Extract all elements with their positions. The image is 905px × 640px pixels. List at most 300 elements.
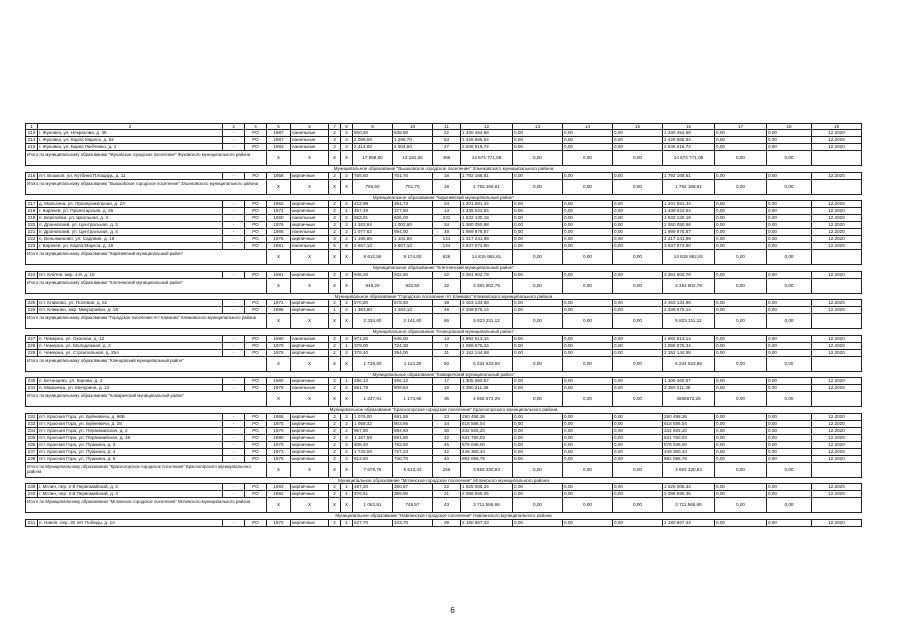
cell-c16: 618 586,04 [663,420,715,427]
subtotal-cell-c13: 0,00 [513,498,563,513]
cell-c16: 2 360 050,98 [663,222,715,229]
cell-c15: 0,00 [613,229,663,236]
cell-c12: 2 317 241,99 [461,236,513,243]
cell-c13: 0,00 [513,243,563,250]
cell-c19: 12.2020 [812,172,862,179]
subtotal-cell-c14: 0,00 [563,250,613,265]
cell-c9: 813,50 [353,455,393,462]
cell-c6: кирпичные [291,378,329,385]
cell-c18: 0,00 [767,137,812,144]
cell-c11: 48 [433,307,461,314]
cell-c14: 0,00 [563,222,613,229]
cell-c11: 22 [433,484,461,491]
cell-c18: 0,00 [767,455,812,462]
cell-c5: 1981 [267,243,291,250]
cell-c4: РО [245,172,267,179]
cell-c18: 0,00 [767,300,812,307]
cell-c10: 2 504,50 [393,144,433,151]
subtotal-cell-c16: 14 815 962,61 [663,250,715,265]
cell-c5: 1958 [267,172,291,179]
cell-c18: 0,00 [767,413,812,420]
cell-n: 216 [26,172,38,179]
cell-c19: 12.2020 [812,300,862,307]
cell-c17: 0,00 [715,427,767,434]
cell-n: 215 [26,144,38,151]
cell-c9: 378,40 [353,349,393,356]
subtotal-cell-c6: X [291,151,329,166]
subtotal-cell-c7: X [329,392,341,407]
cell-c7: 2 [329,491,341,498]
subtotal-cell-c16: 5 823 311,12 [663,314,715,329]
cell-c3: - [223,229,245,236]
subtotal-cell-c15: 0,00 [613,498,663,513]
subtotal-cell-c5: X [267,314,291,329]
cell-c18: 0,00 [767,484,812,491]
cell-c3: - [223,519,245,526]
cell-c17: 0,00 [715,342,767,349]
cell-c7: 2 [329,271,341,278]
cell-addr: п. Чемерна, ул. Окопная, д. 12 [38,335,223,342]
cell-c15: 0,00 [613,236,663,243]
subtotal-cell-c5: X [267,356,291,371]
cell-c17: 0,00 [715,413,767,420]
subtotal-cell-c18: 0,00 [767,356,812,371]
subtotal-cell-c15: 0,00 [613,462,663,477]
cell-c4: РО [245,342,267,349]
cell-c10: 1 263,10 [393,307,433,314]
cell-addr: г. Жуковка, ул. Карла Маркса, д. 82 [38,137,223,144]
cell-c3: - [223,342,245,349]
cell-c6: кирпичные [291,484,329,491]
section-heading: Муниципальное образование "Вышковское городское поселение" Злынковского муниципального района [26,166,862,173]
cell-c5: 1960 [267,378,291,385]
table-row [26,519,862,526]
cell-c4: РО [245,236,267,243]
cell-c15: 0,00 [613,349,663,356]
cell-c17: 0,00 [715,448,767,455]
cell-c9: 755,50 [353,172,393,179]
cell-c7: 3 [329,236,341,243]
cell-n: 227 [26,335,38,342]
subtotal-cell-c10: 1 114,30 [393,356,433,371]
cell-c5: 1980 [267,335,291,342]
cell-n: 214 [26,137,38,144]
cell-c13: 0,00 [513,229,563,236]
cell-c14: 0,00 [563,201,613,208]
cell-c6: панельные [291,130,329,137]
subtotal-label: Итого по муниципальному образованию "Клинцовский муниципальный район" [26,356,267,371]
cell-c13: 0,00 [513,335,563,342]
column-number-cell: 7 [329,124,341,130]
cell-c17: 0,00 [715,172,767,179]
cell-c9: 1 740,00 [353,448,393,455]
cell-c8: 1 [341,208,353,215]
subtotal-cell-c9: 7 678,78 [353,462,393,477]
cell-c7: 5 [329,243,341,250]
cell-c16: 2 317 241,99 [663,236,715,243]
cell-c6: кирпичные [291,441,329,448]
subtotal-cell-c8: X [341,179,353,194]
cell-c19: 12.2020 [812,434,862,441]
subtotal-cell-c12: 5 823 311,12 [461,314,513,329]
cell-c8: 1 [341,342,353,349]
column-number-cell: 6 [291,124,329,130]
cell-c18: 0,00 [767,349,812,356]
table-row [26,420,862,427]
cell-c14: 0,00 [563,243,613,250]
subtotal-cell-c12: 4 655 572,26 [461,392,513,407]
cell-c7: 3 [329,137,341,144]
column-number-cell: 11 [433,124,461,130]
cell-c19: 12.2020 [812,215,862,222]
subtotal-label: Итого по муниципальному образованию "Комаричский муниципальный район" [26,392,267,407]
cell-c19: 12.2020 [812,335,862,342]
subtotal-cell-c16: 3 693 330,83 [663,462,715,477]
cell-c13: 0,00 [513,519,563,526]
subtotal-label: Итого по муниципальному образованию "Карачевский муниципальный район" [26,250,267,265]
cell-c10: 1 296,70 [393,137,433,144]
table-row [26,484,862,491]
subtotal-cell-c16: 3 711 565,69 [663,498,715,513]
cell-n: 234 [26,427,38,434]
column-number-cell: 14 [563,124,613,130]
cell-c17: 0,00 [715,229,767,236]
subtotal-cell-c14: 0,00 [563,356,613,371]
cell-c4: РО [245,420,267,427]
cell-c12: 2 180 667,43 [461,519,513,526]
cell-c4: РО [245,335,267,342]
cell-c6: панельные [291,215,329,222]
section-heading: Муниципальное образование "Клинцовский муниципальный район" [26,329,862,336]
cell-c8: 2 [341,172,353,179]
subtotal-cell-c13: 0,00 [513,278,563,293]
cell-c15: 0,00 [613,484,663,491]
cell-c9: 379,00 [353,342,393,349]
cell-n: 219 [26,215,38,222]
subtotal-cell-c10: 701,70 [393,179,433,194]
cell-c10: 389,90 [393,491,433,498]
cell-c14: 0,00 [563,427,613,434]
cell-c13: 0,00 [513,491,563,498]
cell-n: 225 [26,300,38,307]
table-row [26,236,862,243]
cell-c13: 0,00 [513,413,563,420]
cell-c8: 2 [341,349,353,356]
subtotal-row [26,278,862,293]
cell-c3: - [223,427,245,434]
cell-c6: кирпичные [291,349,329,356]
subtotal-cell-c9: 1 063,81 [353,498,393,513]
subtotal-cell-empty [812,392,862,407]
cell-c19: 12.2020 [812,144,862,151]
cell-c16: 1 305 360,57 [663,378,715,385]
cell-c7: 2 [329,455,341,462]
cell-c9: 971,20 [353,335,393,342]
cell-c17: 0,00 [715,201,767,208]
cell-c8: 3 [341,137,353,144]
cell-c3: - [223,137,245,144]
subtotal-cell-c16: 3 381 902,78 [663,278,715,293]
column-number-cell: 8 [341,124,353,130]
cell-c3: - [223,144,245,151]
cell-c18: 0,00 [767,434,812,441]
cell-c8: 2 [341,300,353,307]
cell-n: 231 [26,385,38,392]
cell-c9: 948,20 [353,271,393,278]
cell-c4: РО [245,413,267,420]
cell-c11: 42 [433,448,461,455]
subtotal-cell-c7: X [329,151,341,166]
cell-c3: - [223,215,245,222]
cell-c7: 2 [329,385,341,392]
subtotal-cell-c18: 0,00 [767,179,812,194]
cell-c3: - [223,300,245,307]
subtotal-cell-c17: 0,00 [715,356,767,371]
cell-c8: 2 [341,434,353,441]
subtotal-cell-c12: 3 711 565,69 [461,498,513,513]
cell-c12: 578 049,00 [461,441,513,448]
cell-c3: - [223,378,245,385]
cell-c17: 0,00 [715,491,767,498]
cell-c13: 0,00 [513,271,563,278]
subtotal-cell-c6: X [291,179,329,194]
cell-c19: 12.2020 [812,413,862,420]
subtotal-row [26,498,862,513]
cell-c13: 0,00 [513,420,563,427]
cell-c8: 2 [341,236,353,243]
cell-c17: 0,00 [715,307,767,314]
column-number-cell: 4 [245,124,267,130]
cell-c7: 2 [329,519,341,526]
cell-c9: 961,79 [353,385,393,392]
document-sheet [25,123,851,527]
cell-c6: кирпичные [291,342,329,349]
subtotal-cell-c12: 1 792 168,61 [461,179,513,194]
subtotal-cell-c18: 0,00 [767,250,812,265]
cell-c11: 40 [433,455,461,462]
cell-c10: 1 102,80 [393,236,433,243]
cell-c14: 0,00 [563,413,613,420]
cell-c8: 3 [341,271,353,278]
table-row [26,455,862,462]
cell-c6: панельные [291,385,329,392]
subtotal-cell-c5: X [267,250,291,265]
subtotal-row [26,356,862,371]
cell-c8: 1 [341,491,353,498]
subtotal-cell-c12: 14 674 771,08 [461,151,513,166]
cell-addr: пгт. Красная Гора, ул. Буйневича, д. 66Б [38,413,223,420]
column-number-cell: 5 [267,124,291,130]
cell-c7: 2 [329,335,341,342]
cell-c13: 0,00 [513,307,563,314]
cell-c9: 860,60 [353,130,393,137]
cell-c10: 360,67 [393,484,433,491]
cell-c13: 0,00 [513,455,563,462]
cell-c17: 0,00 [715,300,767,307]
section-heading: Муниципальное образование "Городское поселение пгт Климово" Климовского муниципального района [26,293,862,300]
cell-c5: 1962 [267,201,291,208]
cell-c9: 1 077,62 [353,229,393,236]
column-number-cell: 9 [353,124,393,130]
cell-c19: 12.2020 [812,349,862,356]
cell-c8: 1 [341,519,353,526]
cell-c14: 0,00 [563,229,613,236]
cell-c3: - [223,491,245,498]
cell-c16: 3 837 073,80 [663,243,715,250]
cell-c6: кирпичные [291,208,329,215]
cell-c6: кирпичные [291,222,329,229]
cell-c5: 1987 [267,130,291,137]
subtotal-cell-c15: 0,00 [613,250,663,265]
cell-c19: 12.2020 [812,420,862,427]
cell-c6: кирпичные [291,271,329,278]
cell-c3: - [223,420,245,427]
cell-c12: 3 381 902,78 [461,271,513,278]
cell-c19: 12.2020 [812,342,862,349]
cell-c19: 12.2020 [812,441,862,448]
cell-c18: 0,00 [767,130,812,137]
cell-addr: пгт. Вышков, ул. Кутбина Площадь, д. 11 [38,172,223,179]
cell-c16: 3 381 902,78 [663,271,715,278]
cell-c18: 0,00 [767,236,812,243]
cell-c7: 2 [329,229,341,236]
subtotal-cell-c17: 0,00 [715,250,767,265]
subtotal-cell-c8: X [341,356,353,371]
cell-c5: 1982 [267,491,291,498]
cell-c10: 377,80 [393,208,433,215]
subtotal-cell-c18: 0,00 [767,151,812,166]
cell-c18: 0,00 [767,271,812,278]
cell-c16: 2 426 665,64 [663,137,715,144]
cell-c9: 1 076,00 [353,413,393,420]
subtotal-cell-c8: X [341,462,353,477]
cell-c5: 1975 [267,236,291,243]
subtotal-cell-c15: 0,00 [613,278,663,293]
cell-c11: 17 [433,378,461,385]
subtotal-label: Итого по Муниципальному образованию "Мглинское городское поселение" Мглинского муниципального района [26,498,267,513]
subtotal-cell-empty [812,356,862,371]
cell-c4: РО [245,448,267,455]
cell-c16: 290 498,36 [663,413,715,420]
cell-c3: - [223,349,245,356]
subtotal-cell-c7: X [329,250,341,265]
subtotal-cell-c13: 0,00 [513,356,563,371]
cell-c12: 531 760,03 [461,434,513,441]
cell-c5: 1976 [267,222,291,229]
cell-c3: - [223,208,245,215]
cell-c5: 1976 [267,385,291,392]
column-number-cell: 19 [812,124,862,130]
cell-n: 241 [26,519,38,526]
cell-c4: РО [245,378,267,385]
cell-c14: 0,00 [563,342,613,349]
cell-c16: 3 463 134,98 [663,300,715,307]
cell-c9: 1 163,84 [353,222,393,229]
cell-c12: 290 498,36 [461,413,513,420]
cell-c7: 2 [329,484,341,491]
subtotal-cell-c11: 32 [433,278,461,293]
cell-c16: 2 086 555,35 [663,491,715,498]
cell-c9: 1 195,86 [353,236,393,243]
cell-c15: 0,00 [613,378,663,385]
cell-c6: панельные [291,229,329,236]
cell-c6: панельные [291,335,329,342]
table-row [26,378,862,385]
cell-c19: 12.2020 [812,201,862,208]
cell-c10: 606,00 [393,215,433,222]
subtotal-cell-c8: X [341,278,353,293]
cell-c15: 0,00 [613,455,663,462]
cell-c4: РО [245,491,267,498]
cell-c18: 0,00 [767,229,812,236]
cell-c12: 882 056,76 [461,455,513,462]
subtotal-cell-c17: 0,00 [715,392,767,407]
cell-addr: г. Карачев, ул. Пролетарская, д. 26 [38,208,223,215]
subtotal-cell-c18: 0,00 [767,462,812,477]
cell-c12: 2 152 144,68 [461,349,513,356]
cell-c3: - [223,441,245,448]
subtotal-cell-c14: 0,00 [563,498,613,513]
cell-c16: 449 360,44 [663,448,715,455]
cell-c11: 45 [433,441,461,448]
subtotal-cell-c6: X [291,278,329,293]
cell-c18: 0,00 [767,215,812,222]
cell-c5: 1975 [267,420,291,427]
cell-c3: - [223,455,245,462]
subtotal-cell-c5: X [267,151,291,166]
cell-n: 233 [26,420,38,427]
cell-c16: 2 536 916,72 [663,144,715,151]
cell-c7: 1 [329,307,341,314]
cell-c12: 1 625 006,34 [461,484,513,491]
cell-n: 235 [26,434,38,441]
cell-c16: 531 760,03 [663,434,715,441]
cell-c10: 909,84 [393,385,433,392]
cell-c6: панельные [291,243,329,250]
cell-c13: 0,00 [513,144,563,151]
cell-c3: - [223,484,245,491]
cell-c17: 0,00 [715,243,767,250]
cell-addr: п. Навля, пер. 30 лет Победы, д. 1А [38,519,223,526]
cell-c12: 1 792 168,61 [461,172,513,179]
subtotal-cell-c10: 2 141,60 [393,314,433,329]
column-number-cell: 13 [513,124,563,130]
subtotal-cell-c16: 14 674 771,08 [663,151,715,166]
cell-c11: 30 [433,427,461,434]
table-row [26,130,862,137]
cell-c15: 0,00 [613,172,663,179]
cell-c4: РО [245,243,267,250]
subtotal-cell-c18: 0,00 [767,278,812,293]
cell-c8: 2 [341,413,353,420]
cell-c18: 0,00 [767,441,812,448]
cell-n: 237 [26,448,38,455]
subtotal-cell-c7: X [329,179,341,194]
subtotal-cell-empty [812,498,862,513]
cell-c12: 2 536 916,72 [461,144,513,151]
subtotal-cell-c6: X [291,356,329,371]
cell-c11: 141 [433,236,461,243]
cell-c5: 1966 [267,229,291,236]
cell-c6: кирпичные [291,420,329,427]
cell-c6: кирпичные [291,434,329,441]
cell-c4: РО [245,519,267,526]
cell-c4: РО [245,229,267,236]
cell-c11: 34 [433,420,461,427]
cell-c15: 0,00 [613,413,663,420]
subtotal-cell-c8: X [341,498,353,513]
cell-c8: 2 [341,427,353,434]
